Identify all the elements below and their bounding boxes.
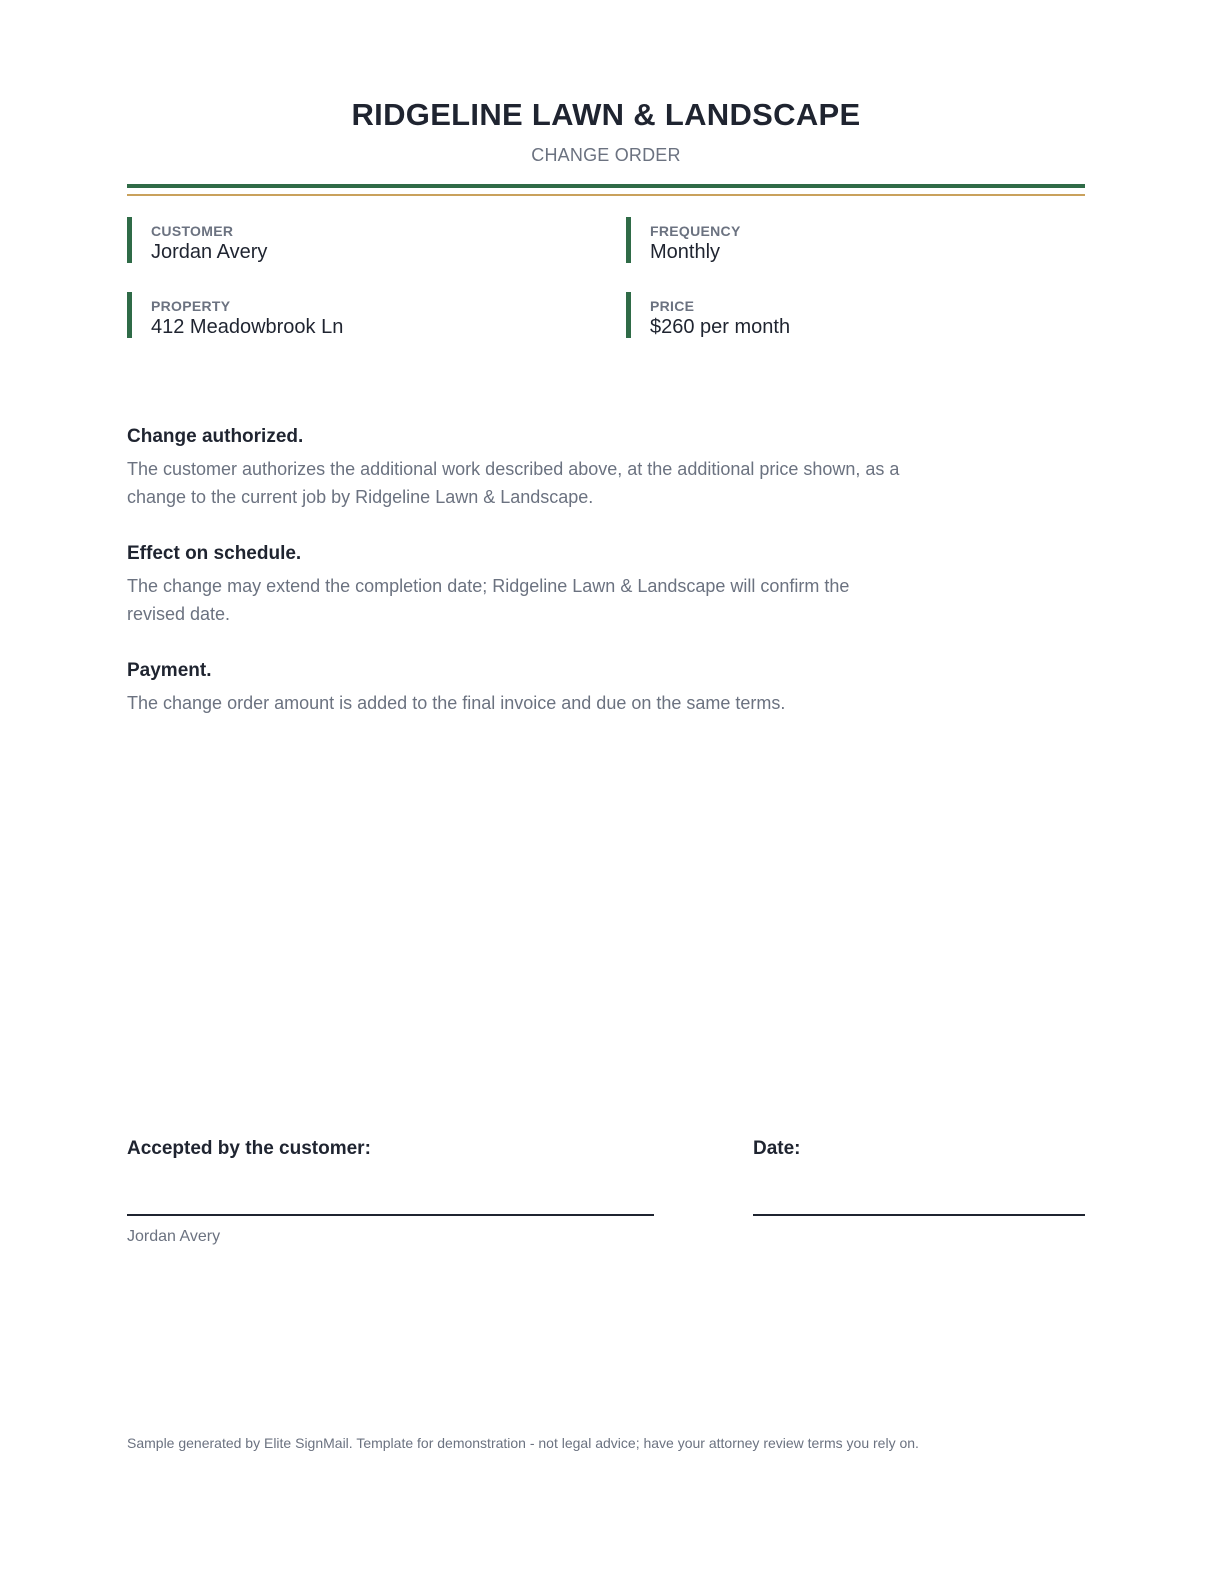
signer-name: Jordan Avery xyxy=(127,1228,221,1245)
clause-heading: Effect on schedule. xyxy=(127,543,302,564)
frequency-value: Monthly xyxy=(650,241,721,263)
price-label: PRICE xyxy=(650,298,695,314)
date-label: Date: xyxy=(753,1138,801,1159)
clause-body: The change may extend the completion date; Ridgeline Lawn & Landscape will confirm the revised date. xyxy=(127,576,850,624)
header-divider-green xyxy=(127,184,1085,188)
clause-heading: Payment. xyxy=(127,660,212,681)
customer-label: CUSTOMER xyxy=(151,223,234,239)
frequency-field xyxy=(626,217,1046,263)
frequency-label: FREQUENCY xyxy=(650,223,741,239)
property-value: 412 Meadowbrook Ln xyxy=(151,316,344,338)
property-label: PROPERTY xyxy=(151,298,231,314)
footer-disclaimer: Sample generated by Elite SignMail. Template for demonstration - not legal advice; have your attorney review terms you rely on. xyxy=(127,1435,919,1451)
change-order-page xyxy=(127,0,1085,1584)
price-field xyxy=(626,292,1046,338)
clause-effect-on-schedule xyxy=(127,542,907,628)
document-type: CHANGE ORDER xyxy=(531,145,681,165)
property-field xyxy=(127,292,547,338)
customer-signature-line[interactable] xyxy=(127,1214,654,1216)
accepted-by-label: Accepted by the customer: xyxy=(127,1138,371,1159)
company-name: RIDGELINE LAWN & LANDSCAPE xyxy=(351,97,861,132)
date-signature-line[interactable] xyxy=(753,1214,1085,1216)
price-value: $260 per month xyxy=(650,316,791,338)
clause-payment xyxy=(127,659,907,717)
header-divider-gold xyxy=(127,194,1085,196)
clause-body: The customer authorizes the additional work described above, at the additional price shown, as a change to the current job by Ridgeline Lawn & Landscape. xyxy=(127,459,900,507)
clause-change-authorized xyxy=(127,425,907,511)
customer-field xyxy=(127,217,547,263)
clause-heading: Change authorized. xyxy=(127,426,304,447)
clause-body: The change order amount is added to the final invoice and due on the same terms. xyxy=(127,693,786,713)
customer-value: Jordan Avery xyxy=(151,241,268,263)
